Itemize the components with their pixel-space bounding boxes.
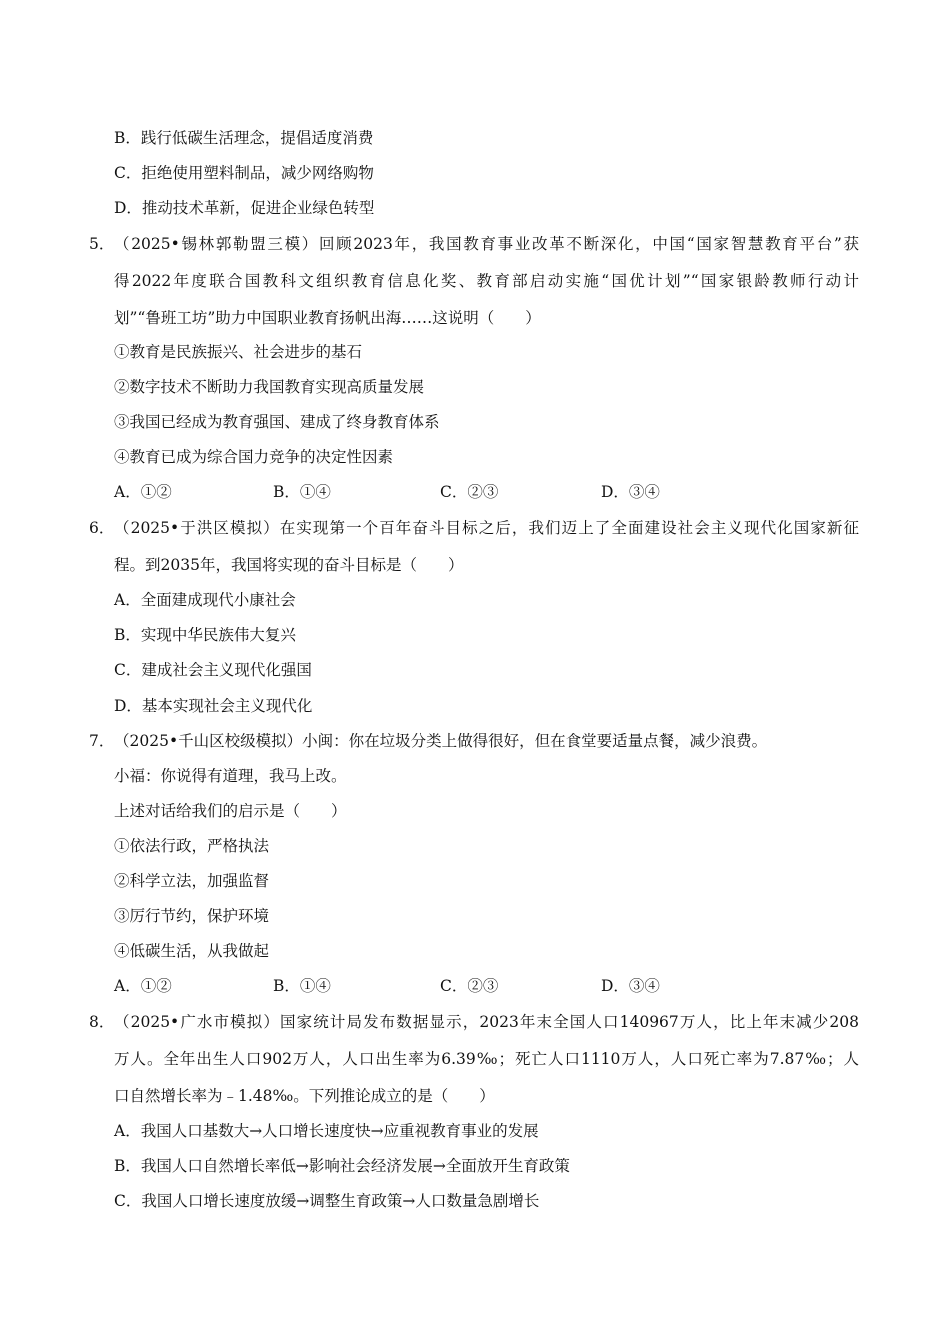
q7-stem-line-2: 小福：你说得有道理，我马上改。 (114, 767, 347, 785)
q7-choice-a: A．①② (114, 977, 172, 995)
q6-stem-line-1: （2025•于洪区模拟）在实现第一个百年奋斗目标之后，我们迈上了全面建设社会主义现代化国家新征 (114, 519, 859, 537)
q6-option-a: A．全面建成现代小康社会 (114, 591, 296, 609)
q8-number: 8． (89, 1013, 115, 1031)
q7-choice-b: B．①④ (273, 977, 331, 995)
q5-stem-line-1: （2025•锡林郭勒盟三模）回顾2023年，我国教育事业改革不断深化，中国“国家智慧教育平台”获 (114, 235, 859, 253)
q5-statement-4: ④教育已成为综合国力竞争的决定性因素 (114, 448, 394, 466)
q8-option-b: B．我国人口自然增长率低→影响社会经济发展→全面放开生育政策 (114, 1157, 570, 1175)
q6-option-b: B．实现中华民族伟大复兴 (114, 626, 296, 644)
q5-choice-d: D．③④ (601, 483, 660, 501)
q6-stem-line-2: 程。到2035年，我国将实现的奋斗目标是（ ） (114, 556, 464, 574)
q5-stem-line-2: 得2022年度联合国教科文组织教育信息化奖、教育部启动实施“国优计划”“国家银龄教师行动计 (114, 272, 859, 290)
q4-option-c: C．拒绝使用塑料制品，减少网络购物 (114, 164, 374, 182)
q6-number: 6． (89, 519, 115, 537)
q6-option-c: C．建成社会主义现代化强国 (114, 661, 312, 679)
q7-statement-2: ②科学立法，加强监督 (114, 872, 270, 890)
q5-number: 5． (89, 235, 115, 253)
q8-stem-line-1: （2025•广水市模拟）国家统计局发布数据显示，2023年末全国人口140967万人，比上年末减少208 (114, 1013, 859, 1031)
q7-stem-line-3: 上述对话给我们的启示是（ ） (114, 802, 347, 820)
q7-statement-3: ③厉行节约，保护环境 (114, 907, 270, 925)
q7-statement-1: ①依法行政，严格执法 (114, 837, 270, 855)
q8-option-a: A．我国人口基数大→人口增长速度快→应重视教育事业的发展 (114, 1122, 539, 1140)
q7-statement-4: ④低碳生活，从我做起 (114, 942, 270, 960)
q5-choice-b: B．①④ (273, 483, 331, 501)
q8-stem-line-2: 万人。全年出生人口902万人，人口出生率为6.39‰；死亡人口1110万人，人口死亡率为7.87‰；人 (114, 1050, 859, 1068)
q4-option-b: B．践行低碳生活理念，提倡适度消费 (114, 129, 374, 147)
q7-number: 7． (89, 732, 115, 750)
q7-choice-c: C．②③ (440, 977, 499, 995)
q8-option-c: C．我国人口增长速度放缓→调整生育政策→人口数量急剧增长 (114, 1192, 540, 1210)
q5-statement-1: ①教育是民族振兴、社会进步的基石 (114, 343, 363, 361)
q5-choice-c: C．②③ (440, 483, 499, 501)
q5-choice-a: A．①② (114, 483, 172, 501)
q5-stem-line-3: 划”“鲁班工坊”助力中国职业教育扬帆出海……这说明（ ） (114, 309, 541, 327)
q5-statement-3: ③我国已经成为教育强国、建成了终身教育体系 (114, 413, 440, 431)
q5-statement-2: ②数字技术不断助力我国教育实现高质量发展 (114, 378, 425, 396)
q8-stem-line-3: 口自然增长率为﹣1.48‰。下列推论成立的是（ ） (114, 1087, 495, 1105)
q6-option-d: D．基本实现社会主义现代化 (114, 697, 313, 715)
q4-option-d: D．推动技术革新，促进企业绿色转型 (114, 199, 375, 217)
q7-stem-line-1: （2025•千山区校级模拟）小闽：你在垃圾分类上做得很好，但在食堂要适量点餐，减少浪费。 (114, 732, 768, 750)
q7-choice-d: D．③④ (601, 977, 660, 995)
